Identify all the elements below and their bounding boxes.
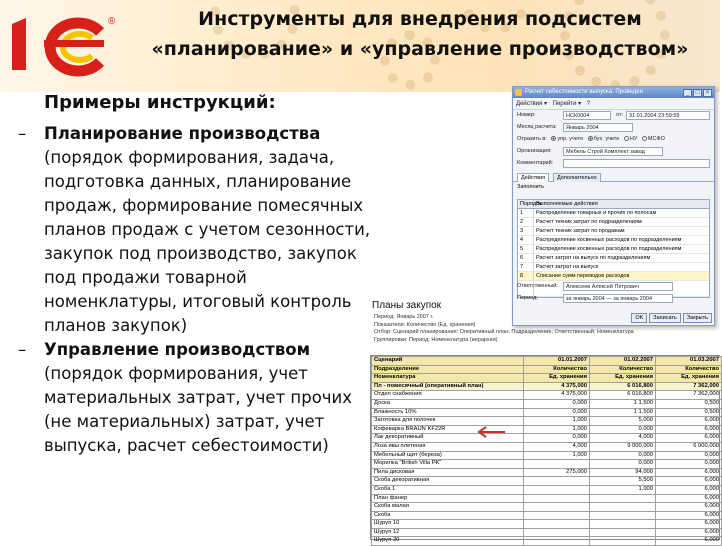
- report-row[interactable]: [372, 434, 722, 443]
- minimize-button[interactable]: _: [683, 89, 692, 97]
- report-value: [524, 537, 590, 546]
- row-number: 8: [518, 272, 534, 280]
- report-value: 6,000: [656, 468, 722, 477]
- slide-title: Инструменты для внедрения подсистем «планирование» и «управление производством»: [151, 8, 689, 60]
- bullet-item-production: [18, 338, 380, 458]
- field-row-comment: [513, 158, 714, 170]
- report-value: 6,000: [656, 511, 722, 520]
- report-value: 94,000: [590, 468, 656, 477]
- row-number: 6: [518, 254, 534, 262]
- window-tabs: [513, 172, 714, 182]
- report-header-cell: Ед. хранения: [524, 374, 590, 383]
- report-header-cell: 01.02.2007: [590, 357, 656, 366]
- report-value: 6,000: [656, 537, 722, 546]
- bullet-list: [18, 122, 380, 458]
- row-number: 2: [518, 218, 534, 226]
- row-action: Списание сумм переводов расходов: [536, 273, 630, 279]
- report-value: [590, 537, 656, 546]
- report-row[interactable]: [372, 485, 722, 494]
- left-arrow-icon: [476, 426, 506, 438]
- report-value: [524, 528, 590, 537]
- report-value: 6,000: [656, 485, 722, 494]
- window-title: Расчет себестоимости выпуска: Проведен: [525, 89, 643, 95]
- report-value: 4 375,000: [524, 382, 590, 391]
- report-value: 7 362,000: [656, 382, 722, 391]
- report-value: 6,000: [656, 494, 722, 503]
- report-header-cell: 01.01.2007: [524, 357, 590, 366]
- field-row-month: [513, 122, 714, 134]
- row-action: Распределение косвенных расходов по подразделениям: [536, 237, 682, 243]
- report-row[interactable]: [372, 520, 722, 529]
- report-row[interactable]: [372, 451, 722, 460]
- row-number: 5: [518, 245, 534, 253]
- report-item-name: Морилка "British Villa PK": [372, 460, 524, 469]
- report-value: 4,000: [524, 442, 590, 451]
- report-value: 1,000: [524, 417, 590, 426]
- bullet-heading: Планирование производства: [44, 124, 321, 143]
- report-value: 4 375,000: [524, 391, 590, 400]
- table-row[interactable]: [518, 254, 709, 263]
- report-value: 1,000: [590, 485, 656, 494]
- report-header-cell: Ед. хранения: [590, 374, 656, 383]
- responsible-field[interactable]: Алексеев Алексей Петрович: [563, 282, 673, 291]
- report-value: 6,000: [656, 425, 722, 434]
- table-row-selected[interactable]: [518, 272, 709, 281]
- number-field[interactable]: НСК0004: [563, 111, 611, 120]
- report-value: 0,000: [524, 408, 590, 417]
- row-number: 4: [518, 236, 534, 244]
- report-row[interactable]: [372, 391, 722, 400]
- document-icon: [515, 89, 522, 96]
- registered-mark: ®: [108, 16, 116, 27]
- report-value: [590, 511, 656, 520]
- tab-additional[interactable]: Дополнительно: [553, 173, 601, 182]
- report-meta-line: Показатели: Количество (Ед. хранения): [374, 321, 476, 328]
- 1c-logo: [8, 10, 126, 76]
- window-titlebar[interactable]: [513, 87, 714, 98]
- report-value: 9 000,000: [590, 442, 656, 451]
- row-action: Расчет техник затрат по продажам: [536, 228, 625, 234]
- radio-ifrs[interactable]: [642, 136, 647, 141]
- slide-subtitle: Примеры инструкций:: [44, 92, 276, 113]
- report-item-name: Шуруп 20: [372, 537, 524, 546]
- date-field[interactable]: 31.01.2004 23:59:59: [626, 111, 710, 120]
- close-window-button[interactable]: Закрыть: [683, 313, 712, 323]
- report-table: [371, 356, 722, 546]
- report-item-name: Скоба 1: [372, 485, 524, 494]
- report-item-name: Отдел снабжения: [372, 391, 524, 400]
- document-window: [512, 86, 715, 326]
- report-value: 0,000: [590, 425, 656, 434]
- bullet-heading: Управление производством: [44, 340, 311, 359]
- row-action: Расчет затрат на выпуск по подразделениям: [536, 255, 651, 261]
- report-header-row: [372, 374, 722, 383]
- report-header-cell: 01.03.2007: [656, 357, 722, 366]
- report-item-name: Лак декоративный: [372, 434, 524, 443]
- radio-accounting[interactable]: [588, 136, 593, 141]
- radio-label: МСФО: [647, 136, 665, 142]
- table-row[interactable]: [518, 209, 709, 218]
- report-value: 6,000: [656, 520, 722, 529]
- field-row-number: [513, 110, 714, 122]
- radio-label: НУ: [629, 136, 638, 142]
- report-item-name: План фанер: [372, 494, 524, 503]
- report-value: 0,000: [524, 399, 590, 408]
- report-value: 0,500: [656, 399, 722, 408]
- row-number: 7: [518, 263, 534, 271]
- report-meta-line: Период: Январь 2007 г.: [374, 314, 434, 320]
- report-value: 6 016,800: [590, 391, 656, 400]
- table-row[interactable]: [518, 236, 709, 245]
- field-row-reflect: [513, 134, 714, 146]
- report-value: [524, 494, 590, 503]
- report-value: 4,000: [590, 434, 656, 443]
- report-row[interactable]: [372, 425, 722, 434]
- table-row[interactable]: [518, 218, 709, 227]
- field-row-period: [513, 293, 714, 305]
- help-button[interactable]: ?: [586, 101, 591, 107]
- report-value: 6,000: [656, 417, 722, 426]
- report-item-name: Заготовка для полочек: [372, 417, 524, 426]
- report-item-name: Пила дисковая: [372, 468, 524, 477]
- row-action: Расчет затрат на выпуск: [536, 264, 599, 270]
- report-row[interactable]: [372, 408, 722, 417]
- report-value: [524, 485, 590, 494]
- report-value: 6,000: [656, 503, 722, 512]
- bullet-text: (порядок формирования, задача, подготовка данных, планирование продаж, формирование помесячных планов продаж с учетом сезонности, закупок под производство, закупок под продажи товарной номенклатуры, итоговый контроль планов закупок): [44, 148, 371, 335]
- report-value: 6,000: [656, 434, 722, 443]
- row-action: Распределение косвенных расходов по подразделениям: [536, 246, 682, 252]
- report-value: 5,000: [590, 417, 656, 426]
- month-field[interactable]: Январь 2004: [563, 123, 633, 132]
- report-header-row: [372, 357, 722, 366]
- report-item-name: Шуруп 12: [372, 528, 524, 537]
- month-label: Месяц расчета:: [517, 124, 557, 130]
- report-value: [590, 528, 656, 537]
- report-value: 0,000: [656, 451, 722, 460]
- window-footer: [513, 281, 714, 305]
- report-meta-line: Отбор: Сценарий планирования: Оперативный план; Подразделение; Ответственный; Номенклатура: [374, 329, 634, 335]
- report-item-name: Скоба: [372, 511, 524, 520]
- report-value: 0,000: [656, 460, 722, 469]
- report-item-name: Мебельный щит (береза): [372, 451, 524, 460]
- table-row[interactable]: [518, 263, 709, 272]
- report-value: [524, 477, 590, 486]
- report-value: 1 1,500: [590, 408, 656, 417]
- radio-tax[interactable]: [624, 136, 629, 141]
- report-header-cell: Номенклатура: [372, 374, 524, 383]
- ok-button[interactable]: OK: [631, 313, 647, 323]
- number-label: Номер:: [517, 112, 536, 118]
- report-value: [524, 520, 590, 529]
- period-field[interactable]: за январь 2004 — за январь 2004: [563, 294, 673, 303]
- report-value: 1,000: [524, 451, 590, 460]
- column-header-order[interactable]: Порядок: [520, 201, 542, 207]
- report-row[interactable]: [372, 417, 722, 426]
- radio-label: бух. учете: [593, 136, 620, 142]
- report-value: [524, 503, 590, 512]
- column-header-action[interactable]: Выполняемые действия: [536, 201, 598, 207]
- period-label: Период:: [517, 295, 538, 301]
- report-value: 1,000: [524, 425, 590, 434]
- report-item-name: Пл - помесячный (оперативный план): [372, 382, 524, 391]
- report-value: 6,000: [656, 477, 722, 486]
- report-settings: [374, 314, 722, 344]
- report-row[interactable]: [372, 442, 722, 451]
- comment-field[interactable]: [563, 159, 710, 168]
- report-header-cell: Подразделение: [372, 365, 524, 374]
- report-value: [524, 460, 590, 469]
- report-row[interactable]: [372, 528, 722, 537]
- fill-button[interactable]: Заполнить: [517, 184, 545, 190]
- report-row[interactable]: [372, 511, 722, 520]
- radio-management[interactable]: [551, 136, 556, 141]
- report-header-cell: Количество: [656, 365, 722, 374]
- field-row-org: [513, 146, 714, 158]
- report-meta-line: Группировки: Период; Номенклатура (иерархия): [374, 336, 498, 343]
- date-label: от:: [616, 112, 623, 118]
- report-header-cell: Количество: [590, 365, 656, 374]
- save-button[interactable]: Записать: [649, 313, 681, 323]
- bullet-item-planning: [18, 122, 380, 338]
- report-item-name: Доска: [372, 399, 524, 408]
- comment-label: Комментарий:: [517, 160, 554, 166]
- row-action: Расчет техник затрат по подразделениям: [536, 219, 642, 225]
- report-value: 0,000: [590, 460, 656, 469]
- report-item-name: Влажность 10%: [372, 408, 524, 417]
- maximize-button[interactable]: □: [693, 89, 702, 97]
- row-number: 1: [518, 209, 534, 217]
- bullet-text: (порядок формирования, учет материальных затрат, учет прочих (не материальных) затрат, учет выпуска, расчет себестоимости): [44, 364, 353, 455]
- report-item-name: Кофеварка BRAUN KF22R: [372, 425, 524, 434]
- report-value: 6,000: [656, 528, 722, 537]
- report-item-name: Скоба малая: [372, 503, 524, 512]
- row-number: 3: [518, 227, 534, 235]
- report-value: [590, 503, 656, 512]
- reflect-label: Отразить в:: [517, 136, 547, 142]
- report-value: 1 1,500: [590, 399, 656, 408]
- report-item-name: Скоба декоративная: [372, 477, 524, 486]
- report-value: [524, 511, 590, 520]
- report-row[interactable]: [372, 503, 722, 512]
- report-header-row: [372, 365, 722, 374]
- window-toolbar: [513, 98, 714, 110]
- report-value: 5,500: [590, 477, 656, 486]
- actions-menu[interactable]: Действия ▾: [516, 101, 547, 107]
- table-row[interactable]: [518, 227, 709, 236]
- radio-label: упр. учете: [557, 136, 584, 142]
- report-value: 7 362,000: [656, 391, 722, 400]
- table-header: [518, 200, 709, 209]
- report-value: 6 000,000: [656, 442, 722, 451]
- table-row[interactable]: [518, 245, 709, 254]
- report-header-cell: Сценарий: [372, 357, 524, 366]
- report-header-cell: Ед. хранения: [656, 374, 722, 383]
- report-value: 0,500: [656, 408, 722, 417]
- report-title: Планы закупок: [372, 300, 442, 311]
- tab-actions[interactable]: Действия: [517, 173, 549, 182]
- report-value: 275,000: [524, 468, 590, 477]
- report-value: 0,000: [590, 451, 656, 460]
- report-header-cell: Количество: [524, 365, 590, 374]
- report-value: [590, 520, 656, 529]
- table-toolbar: [513, 182, 714, 193]
- report-value: 6 016,800: [590, 382, 656, 391]
- row-action: Распределение товарных и прочих по полосам: [536, 210, 657, 216]
- goto-menu[interactable]: Перейти ▾: [552, 101, 582, 107]
- report-row[interactable]: [372, 468, 722, 477]
- bullet-dash: –: [18, 340, 27, 359]
- responsible-label: Ответственный:: [517, 283, 558, 289]
- field-row-responsible: [513, 281, 714, 293]
- report-row[interactable]: [372, 399, 722, 408]
- report-row[interactable]: [372, 477, 722, 486]
- organization-field[interactable]: Мебель Строй Комплект завод: [563, 147, 663, 156]
- report-row[interactable]: [372, 382, 722, 391]
- report-table-container: [370, 355, 720, 544]
- report-row[interactable]: [372, 537, 722, 546]
- report-item-name: Лоза ивы плетеная: [372, 442, 524, 451]
- bullet-dash: –: [18, 124, 27, 143]
- report-value: 0,000: [524, 434, 590, 443]
- report-row[interactable]: [372, 460, 722, 469]
- organization-label: Организация:: [517, 148, 552, 154]
- report-item-name: Шуруп 10: [372, 520, 524, 529]
- report-row[interactable]: [372, 494, 722, 503]
- report-value: [590, 494, 656, 503]
- close-button[interactable]: ×: [703, 89, 712, 97]
